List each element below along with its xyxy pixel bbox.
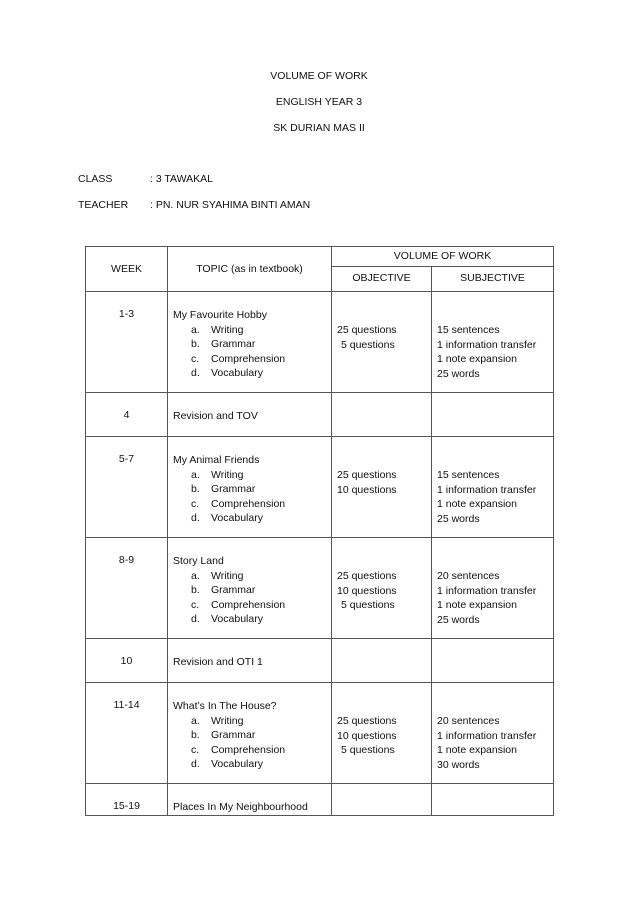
- topic-subitem: [173, 743, 331, 758]
- subitem-text: Writing: [211, 714, 244, 727]
- objective-line: 25 questions: [337, 469, 397, 481]
- topic-subitem: [173, 497, 331, 512]
- subjective-line: 20 sentences: [437, 715, 500, 727]
- objective-line: 25 questions: [337, 715, 397, 727]
- objective-cell: [332, 437, 432, 538]
- subitem-text: Comprehension: [211, 497, 286, 510]
- table-row: [86, 538, 554, 639]
- topic-subitem: [173, 323, 331, 338]
- topic-cell: [168, 639, 332, 683]
- subitem-letter: a.: [191, 468, 200, 481]
- topic-title: Story Land: [173, 555, 224, 567]
- topic-subitem: [173, 583, 331, 598]
- subitem-text: Grammar: [211, 729, 256, 741]
- table-row: [86, 639, 554, 683]
- subitem-letter: a.: [191, 714, 200, 727]
- subitem-text: Comprehension: [211, 352, 286, 365]
- subjective-cell: [432, 639, 554, 683]
- subitem-text: Comprehension: [211, 743, 286, 756]
- subitem-text: Grammar: [211, 338, 256, 350]
- objective-cell: [332, 784, 432, 816]
- subitem-text: Vocabulary: [211, 758, 263, 770]
- subjective-line: 25 words: [437, 613, 480, 626]
- subitem-text: Grammar: [211, 584, 256, 596]
- subitem-letter: a.: [191, 323, 200, 336]
- week-cell: 15-19: [86, 784, 168, 816]
- subitem-text: Writing: [211, 323, 244, 336]
- subitem-text: Writing: [211, 468, 244, 481]
- subjective-line: 1 note expansion: [437, 599, 517, 611]
- class-label: CLASS: [78, 173, 113, 185]
- week-cell: 5-7: [86, 437, 168, 538]
- subjective-line: 1 note expansion: [437, 353, 517, 365]
- subitem-text: Vocabulary: [211, 512, 263, 524]
- topic-subitem: [173, 352, 331, 367]
- week-cell: 4: [86, 393, 168, 437]
- topic-title: My Animal Friends: [173, 454, 260, 466]
- objective-line: 10 questions: [337, 584, 397, 597]
- topic-cell: [168, 393, 332, 437]
- subitem-text: Vocabulary: [211, 613, 263, 625]
- subjective-line: 1 information transfer: [437, 729, 537, 742]
- week-cell: 10: [86, 639, 168, 683]
- table-body: [86, 292, 554, 816]
- document-title: VOLUME OF WORK: [270, 70, 368, 82]
- table-row: [86, 292, 554, 393]
- table-row: [86, 784, 554, 816]
- topic-title: Revision and OTI 1: [173, 656, 263, 668]
- topic-cell: [168, 784, 332, 816]
- teacher-label: TEACHER: [78, 199, 129, 211]
- subjective-line: 25 words: [437, 367, 480, 380]
- topic-cell: [168, 437, 332, 538]
- objective-cell: [332, 683, 432, 784]
- subitem-letter: c.: [191, 743, 200, 756]
- topic-cell: [168, 683, 332, 784]
- topic-subitem: [173, 612, 331, 627]
- week-cell: 8-9: [86, 538, 168, 639]
- topic-subitem: [173, 482, 331, 497]
- topic-cell: [168, 292, 332, 393]
- topic-cell: [168, 538, 332, 639]
- subjective-line: 1 information transfer: [437, 338, 537, 351]
- subitem-letter: a.: [191, 569, 200, 582]
- subitem-letter: b.: [191, 729, 200, 741]
- objective-cell: [332, 538, 432, 639]
- table-row: [86, 683, 554, 784]
- header-objective: OBJECTIVE: [332, 267, 432, 292]
- subjective-line: 25 words: [437, 512, 480, 525]
- subjective-cell: [432, 437, 554, 538]
- subitem-letter: b.: [191, 584, 200, 596]
- volume-of-work-table: [85, 246, 554, 816]
- subjective-line: 15 sentences: [437, 469, 500, 481]
- topic-subitem: [173, 757, 331, 772]
- subjective-line: 20 sentences: [437, 570, 500, 582]
- table-row: [86, 393, 554, 437]
- subitem-letter: d.: [191, 367, 200, 379]
- subitem-letter: c.: [191, 352, 200, 365]
- subitem-letter: d.: [191, 758, 200, 770]
- subitem-text: Vocabulary: [211, 367, 263, 379]
- subjective-cell: [432, 784, 554, 816]
- topic-title: Places In My Neighbourhood: [173, 801, 308, 813]
- objective-line: 5 questions: [341, 744, 395, 756]
- objective-line: 10 questions: [337, 483, 397, 496]
- objective-line: 25 questions: [337, 570, 397, 582]
- topic-title: What’s In The House?: [173, 700, 277, 712]
- subjective-cell: [432, 538, 554, 639]
- topic-title: Revision and TOV: [173, 410, 258, 422]
- subjective-line: 1 note expansion: [437, 744, 517, 756]
- topic-subitem: [173, 569, 331, 584]
- objective-cell: [332, 393, 432, 437]
- class-value: : 3 TAWAKAL: [150, 173, 214, 185]
- subjective-line: 30 words: [437, 758, 480, 771]
- topic-subitem: [173, 714, 331, 729]
- header-volume-of-work: VOLUME OF WORK: [332, 247, 554, 267]
- subitem-text: Writing: [211, 569, 244, 582]
- objective-line: 5 questions: [341, 338, 395, 351]
- week-cell: 11-14: [86, 683, 168, 784]
- subjective-line: 1 note expansion: [437, 498, 517, 510]
- subitem-letter: c.: [191, 598, 200, 611]
- subjective-line: 15 sentences: [437, 324, 500, 336]
- header-topic: TOPIC (as in textbook): [168, 247, 332, 292]
- topic-subitem: [173, 337, 331, 352]
- objective-line: 25 questions: [337, 324, 397, 336]
- subjective-line: 1 information transfer: [437, 584, 537, 597]
- subitem-letter: d.: [191, 613, 200, 625]
- objective-cell: [332, 639, 432, 683]
- subitem-letter: c.: [191, 497, 200, 510]
- header-week: WEEK: [86, 247, 168, 292]
- subjective-cell: [432, 683, 554, 784]
- subitem-text: Comprehension: [211, 598, 286, 611]
- teacher-value: : PN. NUR SYAHIMA BINTI AMAN: [150, 199, 311, 211]
- week-cell: 1-3: [86, 292, 168, 393]
- topic-subitem: [173, 468, 331, 483]
- topic-subitem: [173, 728, 331, 743]
- subitem-letter: d.: [191, 512, 200, 524]
- objective-line: 5 questions: [341, 599, 395, 611]
- subitem-text: Grammar: [211, 483, 256, 495]
- subitem-letter: b.: [191, 483, 200, 495]
- table-row: [86, 437, 554, 538]
- topic-subitem: [173, 511, 331, 526]
- header-subjective: SUBJECTIVE: [432, 267, 554, 292]
- subitem-letter: b.: [191, 338, 200, 350]
- document-subject: ENGLISH YEAR 3: [275, 96, 363, 108]
- objective-line: 10 questions: [337, 729, 397, 742]
- topic-title: My Favourite Hobby: [173, 309, 267, 321]
- topic-subitem: [173, 598, 331, 613]
- subjective-line: 1 information transfer: [437, 483, 537, 496]
- objective-cell: [332, 292, 432, 393]
- subjective-cell: [432, 292, 554, 393]
- topic-subitem: [173, 366, 331, 381]
- subjective-cell: [432, 393, 554, 437]
- document-school: SK DURIAN MAS II: [273, 122, 365, 134]
